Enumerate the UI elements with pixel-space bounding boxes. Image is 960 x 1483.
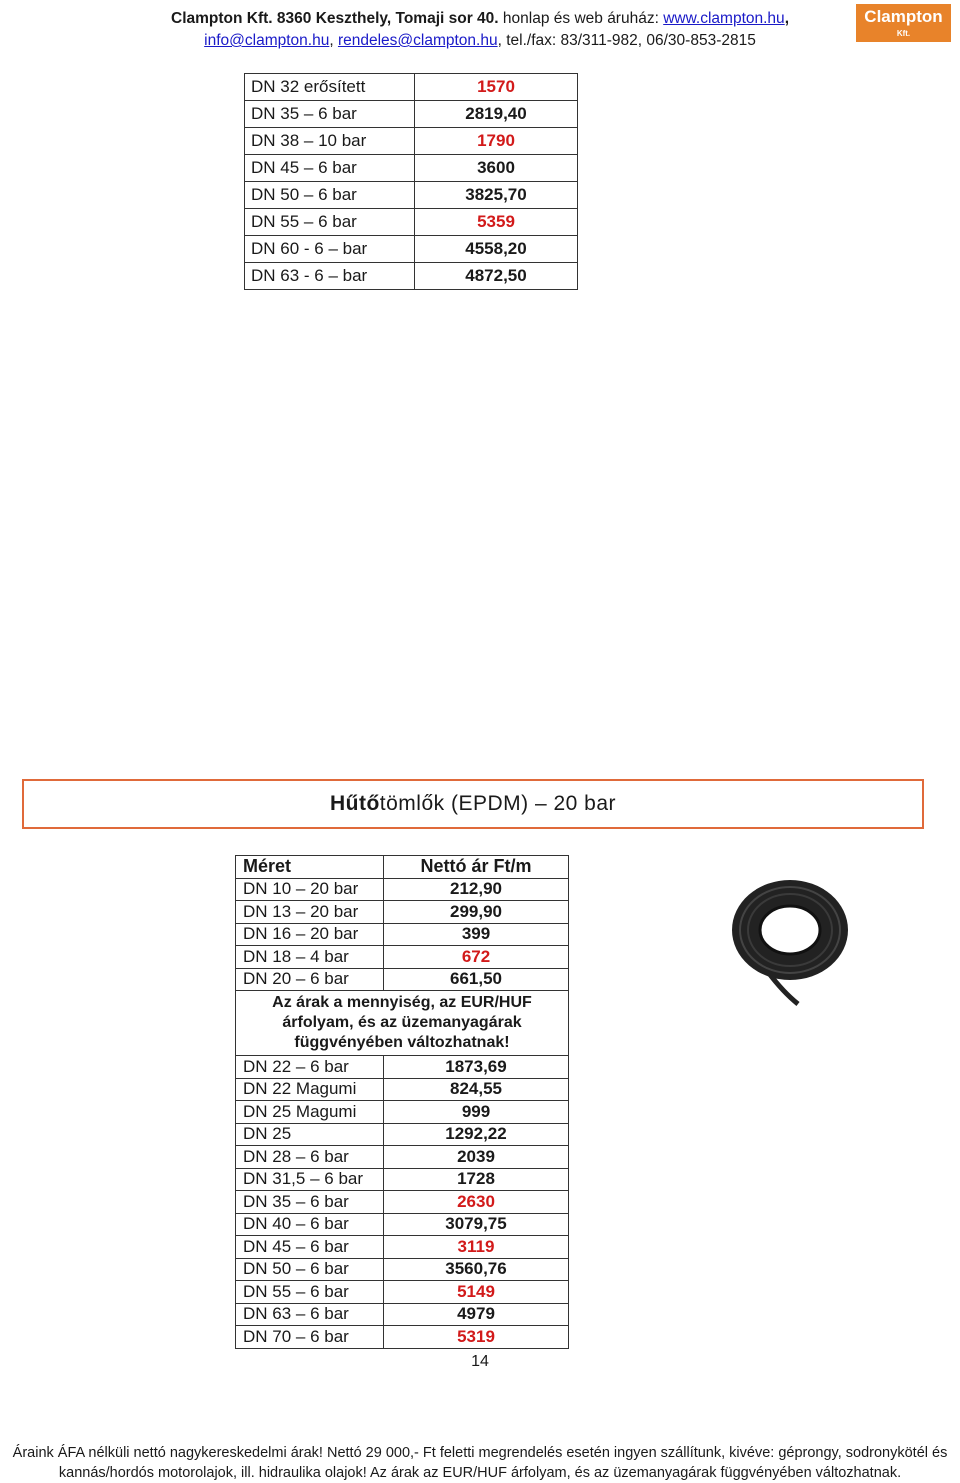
price-cell: 4872,50 xyxy=(415,263,578,290)
table-row xyxy=(236,1123,569,1146)
table-row xyxy=(245,155,578,182)
size-cell: DN 25 xyxy=(236,1123,384,1146)
table-row xyxy=(245,182,578,209)
price-table-cooling-hose xyxy=(235,855,569,1349)
size-cell: DN 45 – 6 bar xyxy=(245,155,415,182)
price-cell: 399 xyxy=(384,923,569,946)
price-cell: 3119 xyxy=(384,1236,569,1259)
email-rendeles-link[interactable]: rendeles@clampton.hu xyxy=(337,32,498,49)
footer-line-1: Áraink ÁFA nélküli nettó nagykereskedelmi árak! Nettó 29 000,- Ft feletti megrendelés esetén ingyen szállítunk, kivéve: géprongy, sodronykötél és xyxy=(12,1445,948,1461)
size-cell: DN 40 – 6 bar xyxy=(236,1213,384,1236)
size-cell: DN 13 – 20 bar xyxy=(236,901,384,924)
size-cell: DN 16 – 20 bar xyxy=(236,923,384,946)
size-cell: DN 35 – 6 bar xyxy=(236,1191,384,1214)
size-cell: DN 20 – 6 bar xyxy=(236,968,384,991)
price-cell: 1292,22 xyxy=(384,1123,569,1146)
table-row xyxy=(236,1213,569,1236)
table-row xyxy=(236,1303,569,1326)
table-row xyxy=(236,901,569,924)
price-cell: 5359 xyxy=(415,209,578,236)
price-cell: 999 xyxy=(384,1101,569,1124)
table-row xyxy=(236,1168,569,1191)
size-cell: DN 31,5 – 6 bar xyxy=(236,1168,384,1191)
hose-coil-image xyxy=(728,872,852,1012)
table-row xyxy=(236,1258,569,1281)
table-row xyxy=(236,1191,569,1214)
size-cell: DN 50 – 6 bar xyxy=(245,182,415,209)
size-cell: DN 63 - 6 – bar xyxy=(245,263,415,290)
size-cell: DN 10 – 20 bar xyxy=(236,878,384,901)
table-row xyxy=(236,878,569,901)
size-cell: DN 28 – 6 bar xyxy=(236,1146,384,1169)
size-cell: DN 70 – 6 bar xyxy=(236,1326,384,1349)
price-cell: 1728 xyxy=(384,1168,569,1191)
size-cell: DN 22 – 6 bar xyxy=(236,1056,384,1079)
website-link[interactable]: www.clampton.hu xyxy=(663,10,785,27)
page-footer xyxy=(0,1443,960,1483)
table-row xyxy=(236,1281,569,1304)
price-cell: 4979 xyxy=(384,1303,569,1326)
price-note-row xyxy=(236,991,569,1056)
price-cell: 661,50 xyxy=(384,968,569,991)
size-cell: DN 25 Magumi xyxy=(236,1101,384,1124)
price-cell: 3560,76 xyxy=(384,1258,569,1281)
price-cell: 299,90 xyxy=(384,901,569,924)
table-row xyxy=(236,1078,569,1101)
size-cell: DN 63 – 6 bar xyxy=(236,1303,384,1326)
table-row xyxy=(245,209,578,236)
price-cell: 2819,40 xyxy=(415,101,578,128)
clampton-logo: Clampton Kft. xyxy=(856,4,951,42)
size-cell: DN 50 – 6 bar xyxy=(236,1258,384,1281)
price-cell: 5149 xyxy=(384,1281,569,1304)
price-cell: 4558,20 xyxy=(415,236,578,263)
size-cell: DN 35 – 6 bar xyxy=(245,101,415,128)
table-row xyxy=(245,128,578,155)
company-address: Clampton Kft. 8360 Keszthely, Tomaji sor 40. xyxy=(171,10,499,27)
price-cell: 1570 xyxy=(415,74,578,101)
price-cell: 1873,69 xyxy=(384,1056,569,1079)
table-row xyxy=(245,236,578,263)
page-header: Clampton Kft. 8360 Keszthely, Tomaji sor 40. honlap és web áruház: www.clampton.hu, info@clampton.hu, rendeles@clampton.hu, tel./fax: 83/311-982, 06/30-853-2815 xyxy=(171,10,789,49)
size-cell: DN 32 erősített xyxy=(245,74,415,101)
price-cell: 212,90 xyxy=(384,878,569,901)
price-table-top xyxy=(244,73,578,290)
header-size: Méret xyxy=(236,856,384,879)
price-cell: 1790 xyxy=(415,128,578,155)
price-cell: 2039 xyxy=(384,1146,569,1169)
table-row xyxy=(236,1326,569,1349)
page-number: 14 xyxy=(471,1353,489,1370)
price-cell: 2630 xyxy=(384,1191,569,1214)
table-row xyxy=(236,1056,569,1079)
shop-label: honlap és web áruház: xyxy=(502,10,659,27)
price-cell: 3825,70 xyxy=(415,182,578,209)
price-cell: 672 xyxy=(384,946,569,969)
table-row xyxy=(236,1101,569,1124)
price-cell: 824,55 xyxy=(384,1078,569,1101)
footer-line-2: kannás/hordós motorolajok, ill. hidraulika olajok! Az árak az EUR/HUF árfolyam, és az üzemanyagárak függvényében változhatnak. xyxy=(58,1465,902,1481)
phone-fax: tel./fax: 83/311-982, 06/30-853-2815 xyxy=(506,32,756,49)
size-cell: DN 45 – 6 bar xyxy=(236,1236,384,1259)
section-title: Hűtőtömlők (EPDM) – 20 bar xyxy=(22,779,924,829)
size-cell: DN 60 - 6 – bar xyxy=(245,236,415,263)
table-row xyxy=(236,946,569,969)
size-cell: DN 38 – 10 bar xyxy=(245,128,415,155)
table-row xyxy=(245,74,578,101)
header-price: Nettó ár Ft/m xyxy=(384,856,569,879)
size-cell: DN 22 Magumi xyxy=(236,1078,384,1101)
price-cell: 5319 xyxy=(384,1326,569,1349)
size-cell: DN 55 – 6 bar xyxy=(236,1281,384,1304)
table-row xyxy=(236,968,569,991)
table-header-row xyxy=(236,856,569,879)
table-row xyxy=(236,1146,569,1169)
price-note: Az árak a mennyiség, az EUR/HUF árfolyam, és az üzemanyagárak függvényében változhatnak! xyxy=(236,991,569,1056)
table-row xyxy=(236,1236,569,1259)
size-cell: DN 18 – 4 bar xyxy=(236,946,384,969)
email-info-link[interactable]: info@clampton.hu xyxy=(204,32,330,49)
table-row xyxy=(236,923,569,946)
price-cell: 3600 xyxy=(415,155,578,182)
table-row xyxy=(245,263,578,290)
size-cell: DN 55 – 6 bar xyxy=(245,209,415,236)
price-cell: 3079,75 xyxy=(384,1213,569,1236)
table-row xyxy=(245,101,578,128)
